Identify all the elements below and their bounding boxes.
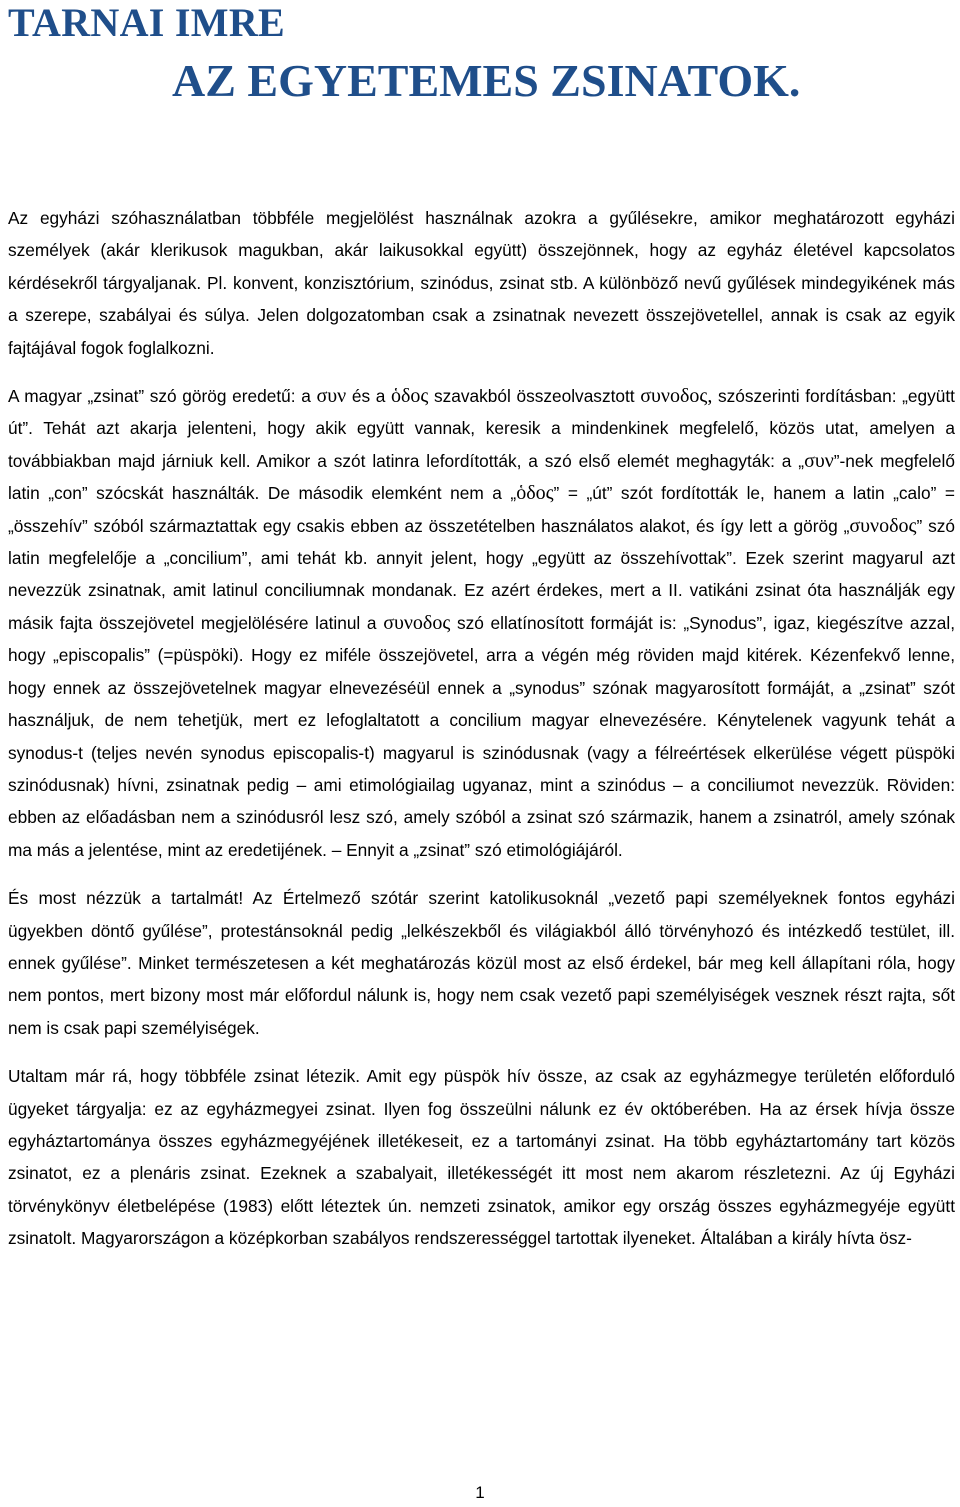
- greek-term: ὁδος: [516, 482, 554, 505]
- text-segment: Az egyházi szóhasználatban többféle megjelölést használnak azokra a gyűlésekre, amikor meghatározott egyházi személyek (akár klerikusok magukban, akár laikusokkal együtt) összejönnek, hogy az egyház életével kapcsolatos kérdésekről tárgyaljanak. Pl. konvent, konzisztórium, szinódus, zsinat stb. A különböző nevű gyűlések mindegyikének más a szerepe, szabályai és súlya. Jelen dolgozatomban csak a zsinatnak nevezett összejövetellel, annak is csak az egyik fajtájával fogok foglalkozni.: [8, 208, 955, 358]
- greek-term: συν: [316, 385, 347, 408]
- paragraph-etymology: [8, 380, 955, 866]
- greek-term: συνοδος: [383, 611, 451, 634]
- paragraph-definition: [8, 882, 955, 1044]
- paragraph-intro: [8, 202, 955, 364]
- text-segment: És most nézzük a tartalmát! Az Értelmező szótár szerint katolikusoknál „vezető papi személyeknek fontos egyházi ügyekben döntő gyűlése”, protestánsoknál pedig „lelkészekből és világiakból álló törvényhozó és intézkedő testület, ill. ennek gyűlése”. Minket természetesen a két meghatározás közül most az első érdekel, bár meg kell állapítani róla, hogy nem pontos, mert bizony most már előfordul nálunk is, hogy nem csak vezető papi személyiségek vesznek részt rajta, sőt nem is csak papi személyiségek.: [8, 888, 955, 1038]
- greek-term: συν: [804, 449, 834, 472]
- greek-term: συνοδος,: [640, 385, 713, 408]
- text-segment: Utaltam már rá, hogy többféle zsinat létezik. Amit egy püspök hív össze, az csak az egyházmegye területén előforduló ügyeket tárgyalja: ez az egyházmegyei zsinat. Ilyen fog összeülni nálunk ez év októberében. Ha az érsek hívja össze egyháztartománya összes egyházmegyéjének illetékeseit, ez a tartományi zsinat. Ha több egyháztartomány tart közös zsinatot, ez a plenáris zsinat. Ezeknek a szabalyait, illetékességét itt most nem akarom részletezni. Az új Egyházi törvénykönyv életbelépése (1983) előtt léteztek ún. nemzeti zsinatok, amikor egy ország összes egyházmegyéje együtt zsinatolt. Magyarországon a középkorban szabályos rendszerességgel tartottak ilyeneket. Általában a király hívta ösz-: [8, 1066, 955, 1249]
- author-name: TARNAI IMRE: [8, 0, 286, 45]
- greek-term: συνοδος: [849, 514, 917, 537]
- document-title: AZ EGYETEMES ZSINATOK.: [172, 55, 801, 106]
- text-segment: szavakból összeolvasztott: [428, 386, 641, 407]
- text-segment: ”-nek megfelelő latin „con” szócskát használták. De második elemként nem a „: [8, 450, 955, 504]
- text-segment: és a: [346, 386, 391, 407]
- text-segment: A magyar „zsinat” szó görög eredetű: a: [8, 386, 317, 407]
- text-segment: szószerinti fordításban: „együtt út”. Tehát azt akarja jelenteni, hogy akik együtt vannak, keresik a mindenkinek megfelelő, közös utat, amelyen a továbbiakban majd járniuk kell. Amikor a szót latinra lefordították, a szó első elemét meghagyták: a „: [8, 386, 955, 471]
- text-segment: ” szó latin megfelelője a „concilium”, ami tehát kb. annyit jelent, hogy „együtt az összehívottak”. Ezek szerint magyarul azt nevezzük zsinatnak, amit latinul conciliumnak mondanak. Ez azért érdekes, mert a II. vatikáni zsinat óta használják egy másik fajta összejövetel megjelölésére latinul a: [8, 515, 955, 633]
- text-segment: szó ellatínosított formáját is: „Synodus”, igaz, kiegészítve azzal, hogy „episcopalis” (=püspöki). Hogy ez miféle összejövetel, arra a végén még röviden majd kitérek. Kézenfekvő lenne, hogy ennek az összejövetelnek magyar elnevezéséül ennek a „synodus” szónak magyarosított formáját, a „zsinat” szót használjuk, de nem tehetjük, mert ez lefoglaltatott a concilium magyar elnevezésére. Kénytelenek vagyunk tehát a synodus-t (teljes nevén synodus episcopalis-t) magyarul is szinódusnak (vagy a félreértések elkerülése végett püspöki szinódusnak) hívni, zsinatnak pedig – ami etimológiailag ugyanaz, mint a szinódus – a conciliumot nevezzük. Röviden: ebben az előadásban nem a szinódusról lesz szó, amely szóból a zsinat szó származik, hanem a zsinatról, amely szónak ma más a jelentése, mint az eredetijének. – Ennyit a „zsinat” szó etimológiájáról.: [8, 612, 955, 860]
- greek-term: ὁδος: [390, 385, 429, 408]
- page-number: 1: [475, 1483, 485, 1502]
- text-segment: ” = „út” szót fordították le, hanem a latin „calo” = „összehív” szóból származtattak egy csakis ebben az összetételben használatos alakot, és így lett a görög „: [8, 483, 956, 536]
- document-body: [8, 202, 955, 1255]
- paragraph-council-types: [8, 1060, 955, 1254]
